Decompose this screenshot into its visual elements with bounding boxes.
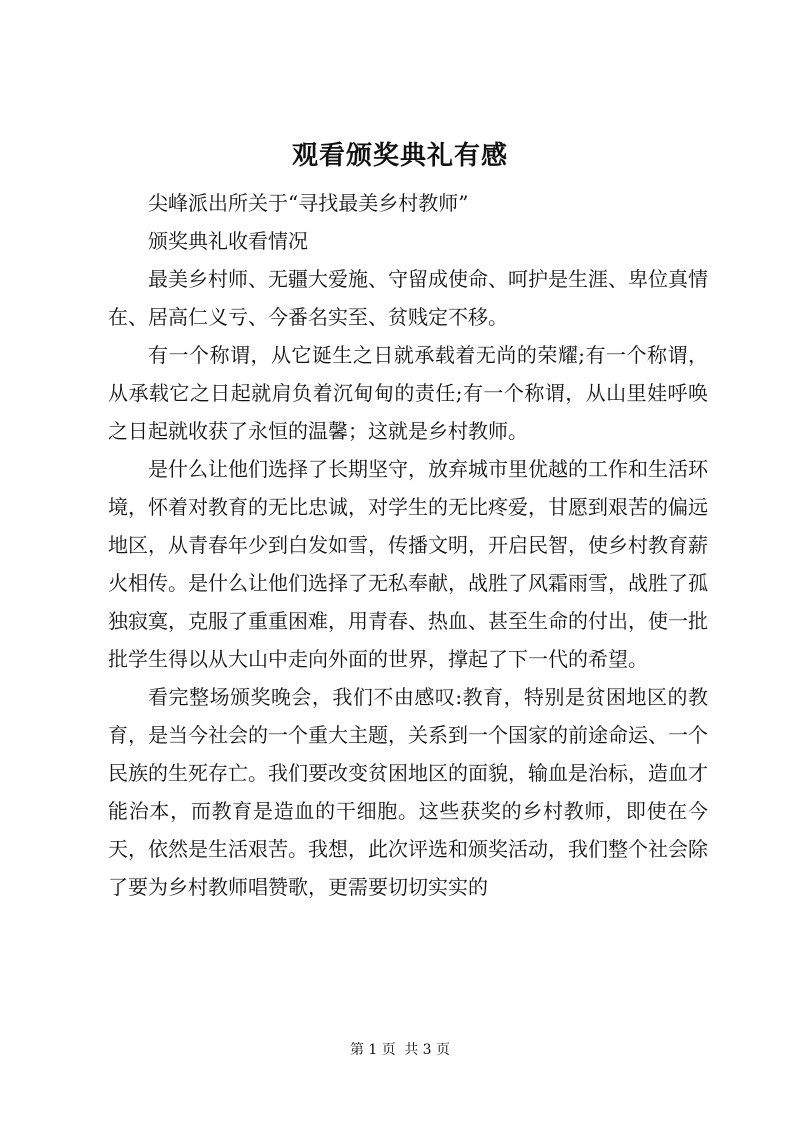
page-number: 第 1 页 bbox=[349, 1042, 396, 1058]
page-footer bbox=[0, 1040, 800, 1060]
paragraph: 是什么让他们选择了长期坚守，放弃城市里优越的工作和生活环境，怀着对教育的无比忠诚，对学生的无比疼爱，甘愿到艰苦的偏远地区，从青春年少到白发如雪，传播文明，开启民智，使乡村教育薪火相传。是什么让他们选择了无私奉献，战胜了风霜雨雪，战胜了孤独寂寞，克服了重重困难，用青春、热血、甚至生命的付出，使一批批学生得以从大山中走向外面的世界，撑起了下一代的希望。 bbox=[108, 457, 708, 671]
paragraph: 最美乡村师、无疆大爱施、守留成使命、呵护是生涯、卑位真情在、居高仁义亏、今番名实至、贫贱定不移。 bbox=[108, 267, 708, 329]
paragraph: 尖峰派出所关于“寻找最美乡村教师” bbox=[148, 191, 469, 215]
paragraph: 有一个称谓，从它诞生之日就承载着无尚的荣耀;有一个称谓，从承载它之日起就肩负着沉甸甸的责任;有一个称谓，从山里娃呼唤之日起就收获了永恒的温馨；这就是乡村教师。 bbox=[108, 343, 708, 443]
page-total: 共 3 页 bbox=[404, 1042, 451, 1058]
paragraph: 颁奖典礼收看情况 bbox=[148, 229, 308, 253]
document-title: 观看颁奖典礼有感 bbox=[291, 141, 508, 171]
document-body bbox=[108, 184, 708, 906]
paragraph: 看完整场颁奖晚会，我们不由感叹:教育，特别是贫困地区的教育，是当今社会的一个重大主题，关系到一个国家的前途命运、一个民族的生死存亡。我们要改变贫困地区的面貌，输血是治标，造血才能治本，而教育是造血的干细胞。这些获奖的乡村教师，即使在今天，依然是生活艰苦。我想，此次评选和颁奖活动，我们整个社会除了要为乡村教师唱赞歌，更需要切切实实的 bbox=[108, 685, 708, 899]
